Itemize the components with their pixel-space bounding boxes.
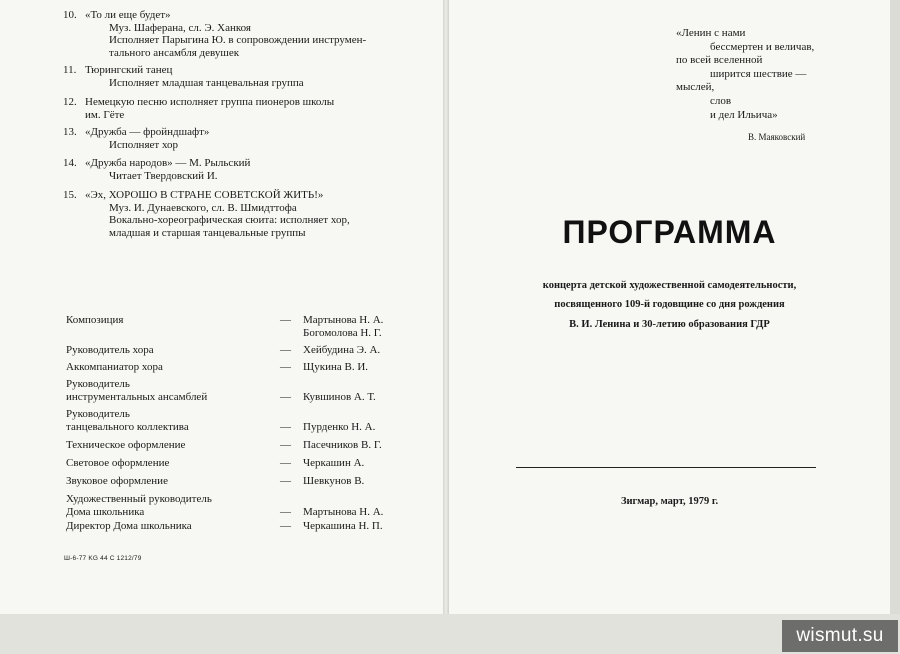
item-detail: Исполняет Парыгина Ю. в сопровождении инструмен- xyxy=(109,34,367,46)
epigraph-author: В. Маяковский xyxy=(748,132,806,142)
scan-background xyxy=(0,614,900,654)
item-title: «Эх, ХОРОШО В СТРАНЕ СОВЕТСКОЙ ЖИТЬ!» xyxy=(85,189,324,201)
credit-name: Богомолова Н. Г. xyxy=(303,326,382,339)
credit-dash: — xyxy=(280,314,291,326)
item-title: Тюрингский танец xyxy=(85,64,173,76)
credit-dash: — xyxy=(280,344,291,356)
credit-dash: — xyxy=(280,361,291,373)
item-detail: тального ансамбля девушек xyxy=(109,46,240,59)
credit-dash: — xyxy=(280,420,291,433)
credit-name: Хейбудина Э. А. xyxy=(303,344,381,356)
item-title: Немецкую песню исполняет группа пионеров школы xyxy=(85,96,335,108)
watermark: wismut.su xyxy=(782,620,898,652)
credit-dash: — xyxy=(280,475,291,487)
credit-role: Аккомпаниатор хора xyxy=(66,361,163,373)
epigraph-line: по всей вселенной xyxy=(676,54,763,67)
place-date: Зигмар, март, 1979 г. xyxy=(620,496,719,507)
item-number: 14. xyxy=(63,157,77,169)
epigraph-line: слов xyxy=(710,94,732,107)
item-number: 13. xyxy=(63,126,77,138)
subtitle-line: посвященного 109-й годовщине со дня рождения xyxy=(554,299,785,310)
epigraph-line: «Ленин с нами xyxy=(676,27,746,39)
credit-role: танцевального коллектива xyxy=(66,420,189,433)
credit-role: Директор Дома школьника xyxy=(66,520,192,532)
credit-dash: — xyxy=(280,439,291,451)
epigraph xyxy=(676,27,814,122)
item-title: «Дружба — фройндшафт» xyxy=(85,126,210,138)
divider-rule xyxy=(516,467,816,468)
epigraph-line: мыслей, xyxy=(676,81,715,94)
credit-role: Техническое оформление xyxy=(66,439,186,451)
item-detail: Читает Твердовский И. xyxy=(109,169,218,182)
credit-role: Руководитель xyxy=(66,378,130,390)
credit-role: инструментальных ансамблей xyxy=(66,390,208,403)
item-detail: Муз. Шаферана, сл. Э. Ханкоя xyxy=(109,21,251,34)
credit-role: Художественный руководитель xyxy=(66,493,212,505)
credit-name: Шевкунов В. xyxy=(303,475,365,487)
credit-dash: — xyxy=(280,457,291,469)
credit-dash: — xyxy=(280,520,291,532)
credit-name: Мартынова Н. А. xyxy=(303,505,384,518)
scan-edge xyxy=(890,0,900,614)
item-number: 10. xyxy=(63,9,77,21)
item-title: «Дружба народов» — М. Рыльский xyxy=(85,157,251,169)
item-detail: младшая и старшая танцевальные группы xyxy=(109,226,306,239)
credit-name: Щукина В. И. xyxy=(303,361,369,373)
epigraph-line: ширится шествие — xyxy=(710,67,807,80)
item-title: им. Гёте xyxy=(85,108,125,121)
credit-name: Мартынова Н. А. xyxy=(303,314,384,326)
credit-name: Пасечников В. Г. xyxy=(303,439,382,451)
item-number: 15. xyxy=(63,189,77,201)
credit-role: Дома школьника xyxy=(66,505,145,518)
credit-role: Руководитель хора xyxy=(66,344,154,356)
item-detail: Исполняет младшая танцевальная группа xyxy=(109,76,304,89)
credit-dash: — xyxy=(280,390,291,403)
subtitle-line: В. И. Ленина и 30-летию образования ГДР xyxy=(569,319,770,330)
credit-role: Руководитель xyxy=(66,408,130,420)
epigraph-line: и дел Ильича» xyxy=(710,108,778,121)
page-title: ПРОГРАММА xyxy=(562,214,777,250)
credit-name: Черкашин А. xyxy=(303,457,365,469)
item-detail: Исполняет хор xyxy=(109,138,179,151)
credit-dash: — xyxy=(280,505,291,518)
print-code: Ш-6-77 KG 44 C 1212/79 xyxy=(64,555,142,562)
subtitle-line: концерта детской художественной самодеятельности, xyxy=(542,280,797,291)
epigraph-line: бессмертен и величав, xyxy=(710,40,815,53)
credit-role: Звуковое оформление xyxy=(66,475,168,487)
item-detail: Муз. И. Дунаевского, сл. В. Шмидттофа xyxy=(109,201,297,214)
credit-role: Световое оформление xyxy=(66,457,170,469)
credit-name: Кувшинов А. Т. xyxy=(303,390,376,403)
credit-name: Пурденко Н. А. xyxy=(303,420,376,433)
item-title: «То ли еще будет» xyxy=(85,9,171,21)
item-number: 11. xyxy=(63,64,77,76)
item-detail: Вокально-хореографическая сюита: исполняет хор, xyxy=(109,214,350,226)
credit-role: Композиция xyxy=(66,314,124,326)
item-number: 12. xyxy=(63,96,77,108)
credit-name: Черкашина Н. П. xyxy=(303,520,383,532)
